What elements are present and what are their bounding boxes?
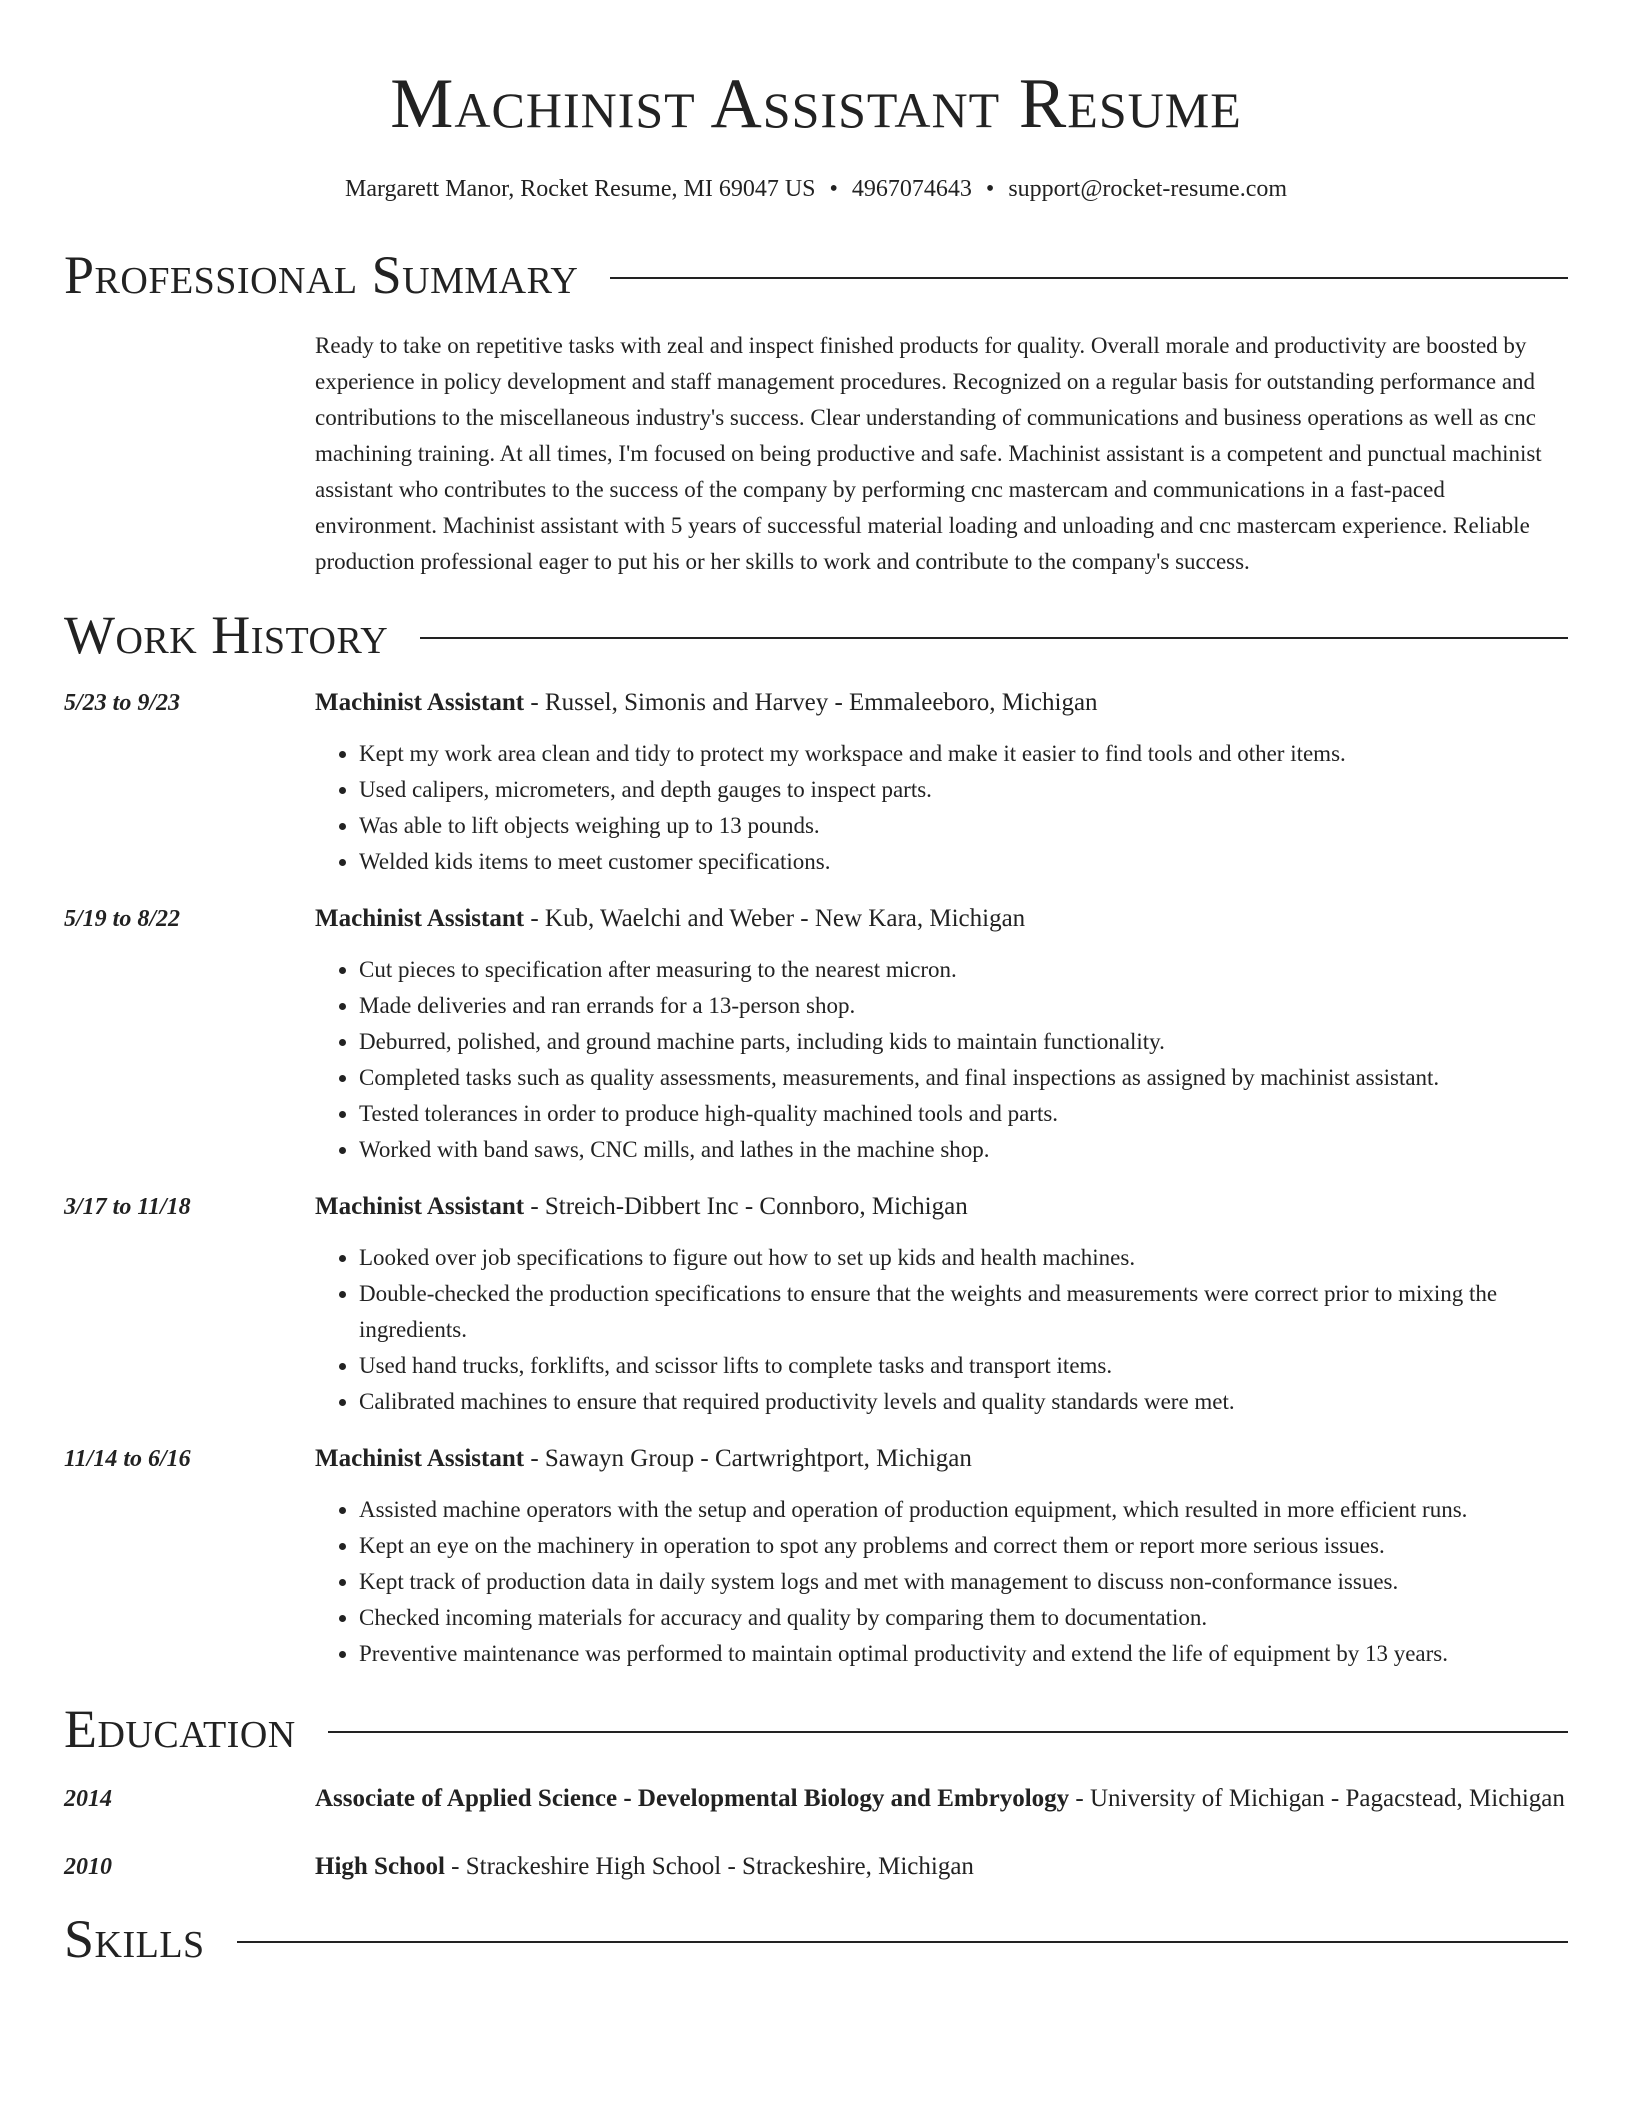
job-bullet: • Used calipers, micrometers, and depth gauges to inspect parts. xyxy=(359,772,1568,808)
job-entry xyxy=(64,684,1568,880)
contact-address: Margarett Manor, Rocket Resume, MI 69047 US xyxy=(344,176,816,202)
job-bullets xyxy=(315,952,1568,1168)
job-company-location: - Russel, Simonis and Harvey - Emmaleeboro, Michigan xyxy=(524,689,1098,716)
education-entry xyxy=(64,1848,1568,1886)
job-bullet: • Tested tolerances in order to produce high-quality machined tools and parts. xyxy=(359,1096,1568,1132)
summary-section-title: Professional Summary xyxy=(64,245,579,305)
section-divider xyxy=(237,1941,1568,1943)
section-divider xyxy=(328,1731,1568,1733)
job-company-location: - Kub, Waelchi and Weber - New Kara, Michigan xyxy=(524,905,1026,932)
job-company-location: - Sawayn Group - Cartwrightport, Michigan xyxy=(524,1445,972,1472)
job-bullet: • Welded kids items to meet customer specifications. xyxy=(359,844,1568,880)
contact-separator: • xyxy=(829,176,838,202)
job-bullet: • Assisted machine operators with the setup and operation of production equipment, which resulted in more efficient runs. xyxy=(359,1492,1568,1528)
job-bullet: • Cut pieces to specification after measuring to the nearest micron. xyxy=(359,952,1568,988)
contact-email: support@rocket-resume.com xyxy=(1008,176,1288,202)
education-school-location: - Strackeshire High School - Strackeshire, Michigan xyxy=(444,1853,974,1880)
job-heading xyxy=(315,684,1568,722)
job-bullets xyxy=(315,1492,1568,1672)
job-bullet: • Calibrated machines to ensure that required productivity levels and quality standards were met. xyxy=(359,1384,1568,1420)
job-heading xyxy=(315,1440,1568,1478)
job-entry xyxy=(64,1188,1568,1420)
job-body xyxy=(315,900,1568,1168)
education-body xyxy=(315,1848,1568,1886)
job-bullet: • Kept track of production data in daily system logs and met with management to discuss non-conformance issues. xyxy=(359,1564,1568,1600)
work-section-header xyxy=(64,600,1568,670)
job-dates: 11/14 to 6/16 xyxy=(64,1446,191,1472)
education-section-title: Education xyxy=(64,1699,296,1759)
job-bullets xyxy=(315,736,1568,880)
job-role: Machinist Assistant xyxy=(315,1193,525,1220)
education-section-header xyxy=(64,1694,1568,1764)
skills-section-title: Skills xyxy=(64,1909,205,1969)
job-bullet: • Kept my work area clean and tidy to protect my workspace and make it easier to find tools and other items. xyxy=(359,736,1568,772)
job-bullet: • Completed tasks such as quality assessments, measurements, and final inspections as assigned by machinist assistant. xyxy=(359,1060,1568,1096)
job-heading xyxy=(315,900,1568,938)
job-entry xyxy=(64,1440,1568,1672)
job-body xyxy=(315,684,1568,880)
education-body xyxy=(315,1780,1568,1818)
contact-phone: 4967074643 xyxy=(851,176,972,202)
education-school-location: - University of Michigan - Pagacstead, Michigan xyxy=(1069,1785,1565,1812)
job-bullet: • Kept an eye on the machinery in operation to spot any problems and correct them or report more serious issues. xyxy=(359,1528,1568,1564)
job-bullets xyxy=(315,1240,1568,1420)
job-role: Machinist Assistant xyxy=(315,689,525,716)
resume-title: Machinist Assistant Resume xyxy=(390,65,1242,143)
section-divider xyxy=(420,637,1568,639)
job-body xyxy=(315,1188,1568,1420)
job-bullet: • Preventive maintenance was performed to maintain optimal productivity and extend the life of equipment by 13 years. xyxy=(359,1636,1568,1672)
job-entry xyxy=(64,900,1568,1168)
job-bullet: • Deburred, polished, and ground machine parts, including kids to maintain functionality. xyxy=(359,1024,1568,1060)
education-degree: High School xyxy=(315,1853,445,1880)
education-entry xyxy=(64,1780,1568,1818)
job-bullet: • Looked over job specifications to figure out how to set up kids and health machines. xyxy=(359,1240,1568,1276)
job-company-location: - Streich-Dibbert Inc - Connboro, Michigan xyxy=(524,1193,968,1220)
job-bullet: • Was able to lift objects weighing up to 13 pounds. xyxy=(359,808,1568,844)
contact-line xyxy=(64,174,1568,204)
job-bullet: • Made deliveries and ran errands for a 13-person shop. xyxy=(359,988,1568,1024)
job-bullet: • Double-checked the production specifications to ensure that the weights and measurements were correct prior to mixing the ingredients. xyxy=(359,1276,1568,1348)
resume-page xyxy=(64,0,1568,1974)
job-body xyxy=(315,1440,1568,1672)
section-divider xyxy=(610,277,1568,279)
education-list xyxy=(64,1780,1568,1886)
job-bullet: • Worked with band saws, CNC mills, and lathes in the machine shop. xyxy=(359,1132,1568,1168)
education-year: 2010 xyxy=(64,1854,112,1880)
education-year: 2014 xyxy=(64,1786,112,1812)
work-history-list xyxy=(64,684,1568,1672)
job-dates: 3/17 to 11/18 xyxy=(64,1194,191,1220)
job-dates: 5/23 to 9/23 xyxy=(64,690,181,716)
job-dates: 5/19 to 8/22 xyxy=(64,906,181,932)
job-bullet: • Checked incoming materials for accuracy and quality by comparing them to documentation. xyxy=(359,1600,1568,1636)
skills-section-header xyxy=(64,1904,1568,1974)
education-degree: Associate of Applied Science - Developmental Biology and Embryology xyxy=(315,1785,1070,1812)
job-bullet: • Used hand trucks, forklifts, and scissor lifts to complete tasks and transport items. xyxy=(359,1348,1568,1384)
summary-section-header xyxy=(64,240,1568,310)
job-role: Machinist Assistant xyxy=(315,905,525,932)
contact-separator: • xyxy=(985,176,995,202)
work-section-title: Work History xyxy=(64,605,389,665)
summary-text: Ready to take on repetitive tasks with zeal and inspect finished products for quality. Overall morale and productivity are boosted by experience in policy development and staff management procedures. Recognized on a regular basis for outstanding performance and contributions to the miscellaneous industry's success. Clear understanding of communications and business operations as well as cnc machining training. At all times, I'm focused on being productive and safe. Machinist assistant is a competent and punctual machinist assistant who contributes to the success of the company by performing cnc mastercam and communications in a fast-paced environment. Machinist assistant with 5 years of successful material loading and unloading and cnc mastercam experience. Reliable production professional eager to put his or her skills to work and contribute to the company's success. xyxy=(315,333,1542,574)
job-role: Machinist Assistant xyxy=(315,1445,525,1472)
job-heading xyxy=(315,1188,1568,1226)
